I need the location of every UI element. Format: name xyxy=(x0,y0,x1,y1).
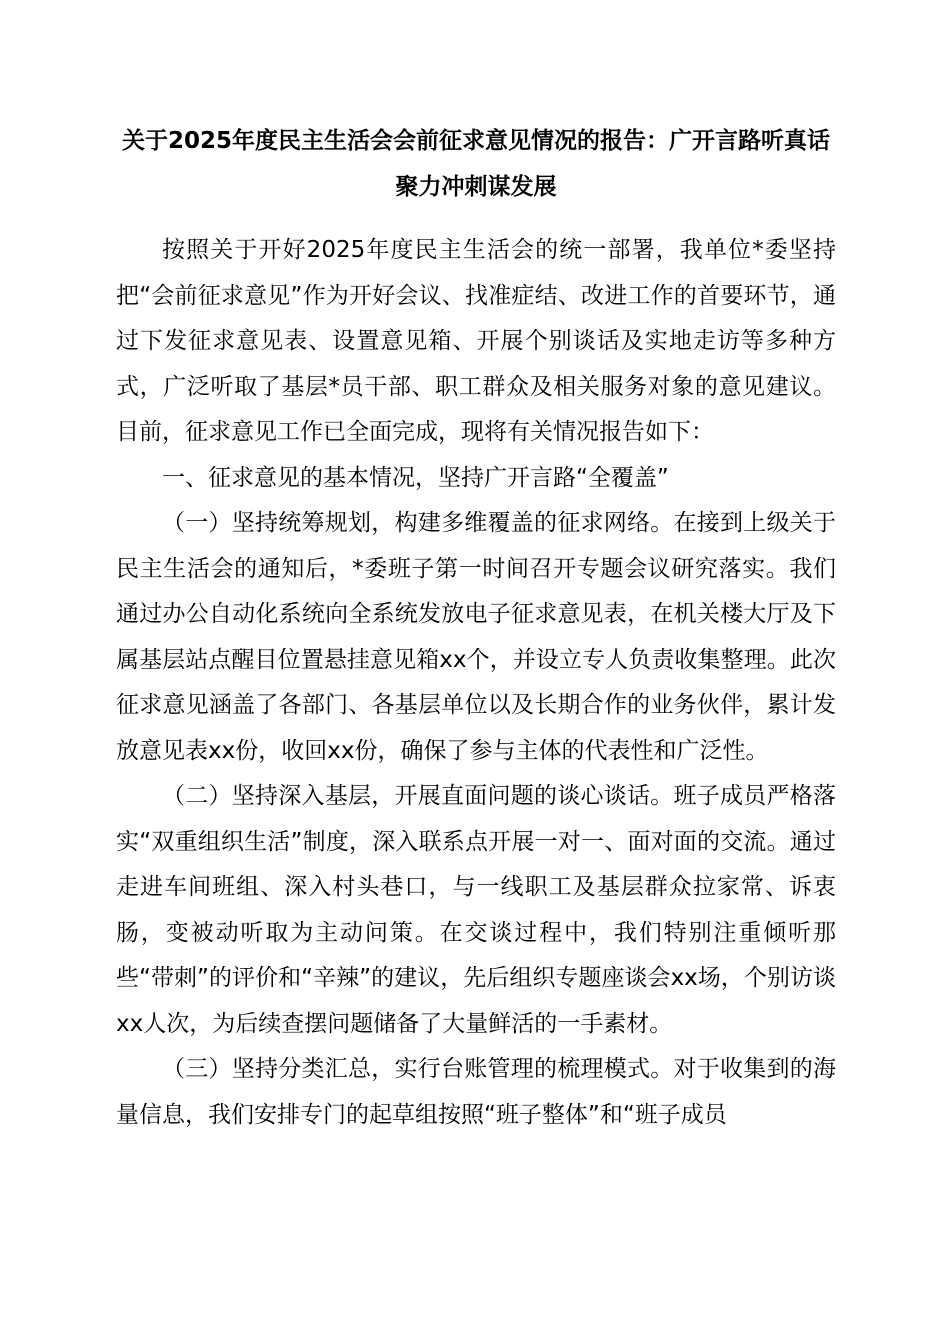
paragraph-intro: 按照关于开好2025年度民主生活会的统一部署，我单位*委坚持把“会前征求意见”作为开好会议、找准症结、改进工作的首要环节，通过下发征求意见表、设置意见箱、开展个别谈话及实地走访等多种方式，广泛听取了基层*员干部、职工群众及相关服务对象的意见建议。目前，征求意见工作已全面完成，现将有关情况报告如下： xyxy=(116,237,836,445)
paragraph-section-1-1: （一）坚持统筹规划，构建多维覆盖的征求网络。在接到上级关于民主生活会的通知后，*委班子第一时间召开专题会议研究落实。我们通过办公自动化系统向全系统发放电子征求意见表，在机关楼大厅及下属基层站点醒目位置悬挂意见箱xx个，并设立专人负责收集整理。此次征求意见涵盖了各部门、各基层单位以及长期合作的业务伙伴，累计发放意见表xx份，收回xx份，确保了参与主体的代表性和广泛性。 xyxy=(116,510,836,764)
document-title: 关于2025年度民主生活会会前征求意见情况的报告：广开言路听真话 聚力冲刺谋发展 xyxy=(121,128,830,200)
section-heading-1: 一、征求意见的基本情况，坚持广开言路“全覆盖” xyxy=(162,464,669,491)
paragraph-section-1-3: （三）坚持分类汇总，实行台账管理的梳理模式。对于收集到的海量信息，我们安排专门的起草组按照“班子整体”和“班子成员 xyxy=(116,1056,836,1128)
paragraph-section-1-2: （二）坚持深入基层，开展直面问题的谈心谈话。班子成员严格落实“双重组织生活”制度，深入联系点开展一对一、面对面的交流。通过走进车间班组、深入村头巷口，与一线职工及基层群众拉家常、诉衷肠，变被动听取为主动问策。在交谈过程中，我们特别注重倾听那些“带刺”的评价和“辛辣”的建议，先后组织专题座谈会xx场，个别访谈xx人次，为后续查摆问题储备了大量鲜活的一手素材。 xyxy=(116,783,836,1037)
document-body xyxy=(116,228,836,1138)
